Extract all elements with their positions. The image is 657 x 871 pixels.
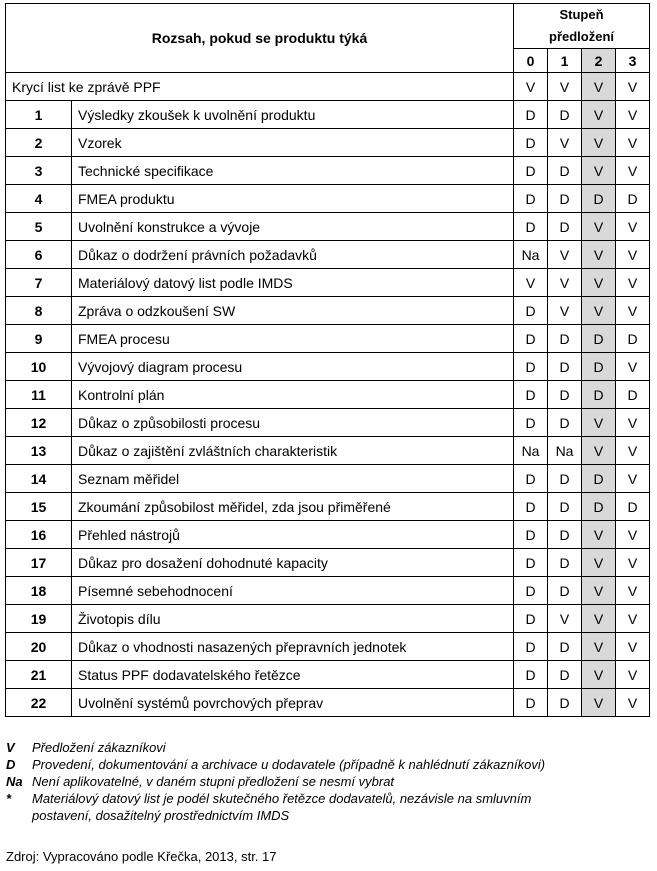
row-document-name: FMEA produktu <box>72 185 514 213</box>
legend-key-star: * <box>6 791 12 806</box>
level-1-value: D <box>548 633 582 661</box>
level-3-value: V <box>616 437 650 465</box>
row-document-name: Důkaz o dodržení právních požadavků <box>72 241 514 269</box>
level-1-value: D <box>548 577 582 605</box>
legend-text-v: Předložení zákazníkovi <box>32 740 166 755</box>
row-number: 13 <box>6 437 72 465</box>
table-row <box>6 101 650 129</box>
row-number: 5 <box>6 213 72 241</box>
cover-value-1: V <box>548 73 582 101</box>
legend-text-na: Není aplikovatelné, v daném stupni předložení se nesmí vybrat <box>32 774 395 789</box>
row-document-name: Zpráva o odzkoušení SW <box>72 297 514 325</box>
level-1-value: D <box>548 521 582 549</box>
row-document-name: Důkaz o vhodnosti nasazených přepravních jednotek <box>72 633 514 661</box>
level-2-value: D <box>582 465 616 493</box>
row-number: 8 <box>6 297 72 325</box>
level-3-value: V <box>616 633 650 661</box>
level-1-value: V <box>548 297 582 325</box>
level-3-value: V <box>616 549 650 577</box>
table-row <box>6 269 650 297</box>
level-0-value: D <box>514 325 548 353</box>
table-row <box>6 521 650 549</box>
row-number: 11 <box>6 381 72 409</box>
stupen-line-1: Stupeň <box>559 7 604 22</box>
level-2-value: V <box>582 437 616 465</box>
level-2-value: D <box>582 353 616 381</box>
level-0-value: D <box>514 577 548 605</box>
legend-item-d <box>6 756 545 773</box>
level-1-value: V <box>548 129 582 157</box>
level-1-value: D <box>548 353 582 381</box>
row-number: 9 <box>6 325 72 353</box>
row-document-name: Vzorek <box>72 129 514 157</box>
legend-text-star-2: postavení, dosažitelný prostřednictvím IMDS <box>32 808 290 823</box>
level-3-value: V <box>616 689 650 717</box>
table-row <box>6 437 650 465</box>
level-2-value: V <box>582 633 616 661</box>
level-1-value: D <box>548 689 582 717</box>
level-2-value: V <box>582 213 616 241</box>
level-3-value: V <box>616 101 650 129</box>
table-row <box>6 689 650 717</box>
row-document-name: Status PPF dodavatelského řetězce <box>72 661 514 689</box>
level-3-value: V <box>616 605 650 633</box>
level-3-value: V <box>616 297 650 325</box>
level-0-value: Na <box>514 437 548 465</box>
row-number: 16 <box>6 521 72 549</box>
level-3-value: D <box>616 185 650 213</box>
table-row <box>6 549 650 577</box>
row-number: 7 <box>6 269 72 297</box>
level-1-value: V <box>548 269 582 297</box>
level-1-value: D <box>548 213 582 241</box>
level-1-value: D <box>548 465 582 493</box>
level-2-value: V <box>582 605 616 633</box>
level-0-value: V <box>514 269 548 297</box>
row-number: 1 <box>6 101 72 129</box>
level-1-value: D <box>548 493 582 521</box>
level-0-value: D <box>514 493 548 521</box>
level-1-value: Na <box>548 437 582 465</box>
level-1-value: D <box>548 101 582 129</box>
level-2-value: V <box>582 241 616 269</box>
level-0-value: Na <box>514 241 548 269</box>
legend-item-star <box>6 790 545 807</box>
level-3-value: V <box>616 269 650 297</box>
table-header-stupen <box>514 4 650 49</box>
level-1-value: V <box>548 605 582 633</box>
table-row <box>6 129 650 157</box>
level-2-value: V <box>582 157 616 185</box>
level-0-value: D <box>514 213 548 241</box>
level-header-2: 2 <box>582 49 616 73</box>
level-0-value: D <box>514 689 548 717</box>
level-1-value: D <box>548 661 582 689</box>
level-0-value: D <box>514 521 548 549</box>
row-document-name: Technické specifikace <box>72 157 514 185</box>
level-1-value: D <box>548 409 582 437</box>
level-3-value: V <box>616 661 650 689</box>
level-1-value: V <box>548 241 582 269</box>
row-number: 6 <box>6 241 72 269</box>
legend-item-v <box>6 739 545 756</box>
level-3-value: V <box>616 521 650 549</box>
level-0-value: D <box>514 129 548 157</box>
row-document-name: FMEA procesu <box>72 325 514 353</box>
legend-item-na <box>6 773 545 790</box>
table-row <box>6 213 650 241</box>
table-row <box>6 241 650 269</box>
row-document-name: Důkaz o zajištění zvláštních charakteristik <box>72 437 514 465</box>
level-2-value: V <box>582 661 616 689</box>
level-2-value: V <box>582 521 616 549</box>
level-3-value: V <box>616 353 650 381</box>
level-2-value: V <box>582 409 616 437</box>
row-number: 2 <box>6 129 72 157</box>
row-number: 18 <box>6 577 72 605</box>
table-row <box>6 605 650 633</box>
row-number: 20 <box>6 633 72 661</box>
level-0-value: D <box>514 549 548 577</box>
level-0-value: D <box>514 465 548 493</box>
level-header-1: 1 <box>548 49 582 73</box>
table-row <box>6 465 650 493</box>
level-2-value: V <box>582 269 616 297</box>
row-document-name: Písemné sebehodnocení <box>72 577 514 605</box>
row-number: 14 <box>6 465 72 493</box>
row-document-name: Přehled nástrojů <box>72 521 514 549</box>
level-0-value: D <box>514 101 548 129</box>
cover-row-label: Krycí list ke zprávě PPF <box>6 73 514 101</box>
level-0-value: D <box>514 605 548 633</box>
table-row <box>6 381 650 409</box>
level-0-value: D <box>514 297 548 325</box>
row-number: 10 <box>6 353 72 381</box>
row-number: 4 <box>6 185 72 213</box>
row-document-name: Výsledky zkoušek k uvolnění produktu <box>72 101 514 129</box>
row-document-name: Materiálový datový list podle IMDS <box>72 269 514 297</box>
table-header-title: Rozsah, pokud se produktu týká <box>6 4 514 73</box>
row-number: 17 <box>6 549 72 577</box>
table-row <box>6 633 650 661</box>
cover-value-0: V <box>514 73 548 101</box>
level-3-value: D <box>616 493 650 521</box>
level-1-value: D <box>548 325 582 353</box>
row-number: 22 <box>6 689 72 717</box>
legend-text-d: Provedení, dokumentování a archivace u dodavatele (případně k nahlédnutí zákazníkovi) <box>32 757 546 772</box>
level-0-value: D <box>514 409 548 437</box>
row-document-name: Životopis dílu <box>72 605 514 633</box>
level-3-value: V <box>616 241 650 269</box>
row-document-name: Zkoumání způsobilost měřidel, zda jsou přiměřené <box>72 493 514 521</box>
row-document-name: Uvolnění konstrukce a vývoje <box>72 213 514 241</box>
stupen-line-2: předložení <box>549 29 615 44</box>
level-1-value: D <box>548 549 582 577</box>
level-2-value: D <box>582 325 616 353</box>
level-3-value: V <box>616 213 650 241</box>
legend <box>6 739 545 824</box>
table-row <box>6 353 650 381</box>
cover-value-3: V <box>616 73 650 101</box>
level-header-0: 0 <box>514 49 548 73</box>
level-3-value: V <box>616 157 650 185</box>
level-3-value: V <box>616 577 650 605</box>
ppf-submission-table <box>5 3 650 717</box>
row-document-name: Uvolnění systémů povrchových přeprav <box>72 689 514 717</box>
level-2-value: V <box>582 129 616 157</box>
row-document-name: Seznam měřidel <box>72 465 514 493</box>
legend-key-na: Na <box>6 774 23 789</box>
level-2-value: V <box>582 689 616 717</box>
level-3-value: V <box>616 465 650 493</box>
level-0-value: D <box>514 381 548 409</box>
level-0-value: D <box>514 633 548 661</box>
legend-key-v: V <box>6 740 15 755</box>
row-document-name: Důkaz pro dosažení dohodnuté kapacity <box>72 549 514 577</box>
level-2-value: D <box>582 381 616 409</box>
level-2-value: D <box>582 493 616 521</box>
level-2-value: D <box>582 185 616 213</box>
table-row <box>6 577 650 605</box>
level-2-value: V <box>582 297 616 325</box>
row-number: 15 <box>6 493 72 521</box>
table-row <box>6 325 650 353</box>
table-row <box>6 185 650 213</box>
row-number: 3 <box>6 157 72 185</box>
table-row <box>6 157 650 185</box>
row-number: 19 <box>6 605 72 633</box>
level-1-value: D <box>548 185 582 213</box>
level-0-value: D <box>514 661 548 689</box>
level-0-value: D <box>514 353 548 381</box>
level-3-value: V <box>616 409 650 437</box>
table-row <box>6 661 650 689</box>
level-header-3: 3 <box>616 49 650 73</box>
legend-key-d: D <box>6 757 16 772</box>
cover-row <box>6 73 650 101</box>
legend-text-star-1: Materiálový datový list je podél skutečného řetězce dodavatelů, nezávisle na smluvním <box>32 791 532 806</box>
row-document-name: Kontrolní plán <box>72 381 514 409</box>
level-3-value: V <box>616 129 650 157</box>
level-2-value: V <box>582 101 616 129</box>
table-row <box>6 297 650 325</box>
cover-value-2: V <box>582 73 616 101</box>
row-number: 21 <box>6 661 72 689</box>
level-0-value: D <box>514 157 548 185</box>
level-3-value: D <box>616 381 650 409</box>
row-document-name: Vývojový diagram procesu <box>72 353 514 381</box>
table-row <box>6 493 650 521</box>
level-3-value: D <box>616 325 650 353</box>
level-1-value: D <box>548 381 582 409</box>
level-1-value: D <box>548 157 582 185</box>
source-note: Zdroj: Vypracováno podle Křečka, 2013, str. 17 <box>6 849 277 864</box>
table-row <box>6 409 650 437</box>
level-0-value: D <box>514 185 548 213</box>
level-2-value: V <box>582 549 616 577</box>
row-number: 12 <box>6 409 72 437</box>
row-document-name: Důkaz o způsobilosti procesu <box>72 409 514 437</box>
level-2-value: V <box>582 577 616 605</box>
